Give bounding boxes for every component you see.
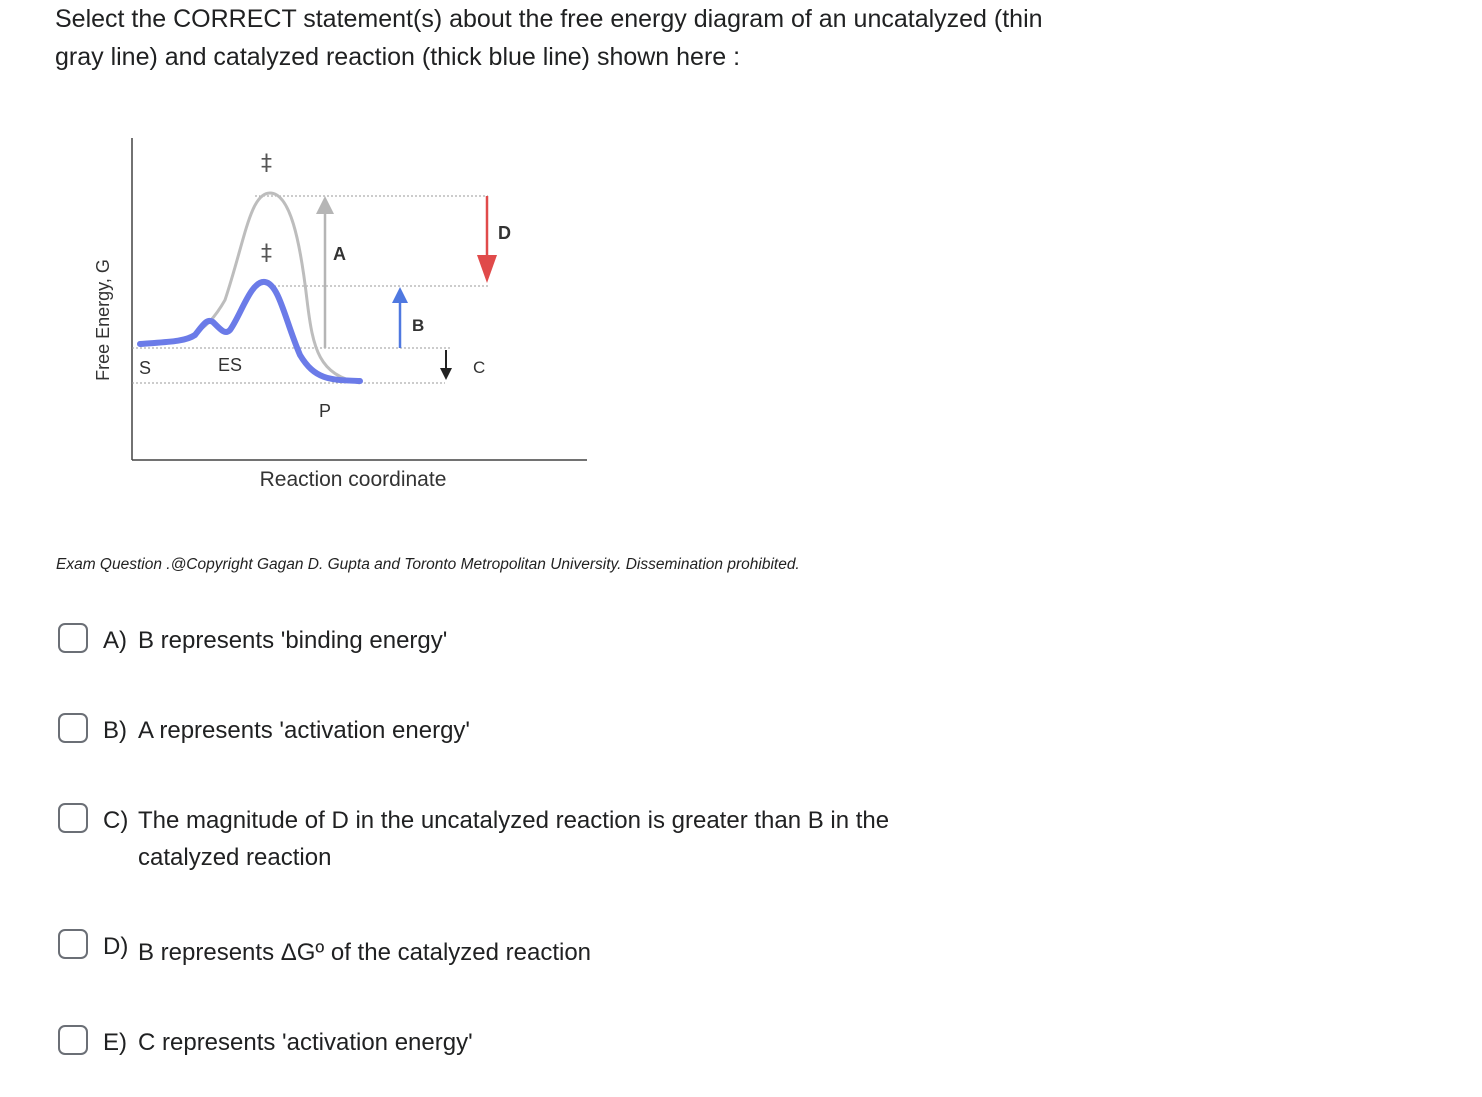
label-s: S	[139, 358, 152, 378]
option-d-text: B represents ΔGº of the catalyzed reaction	[138, 939, 592, 966]
arrow-a-head	[316, 196, 334, 214]
label-p: P	[319, 401, 332, 421]
arrow-b-head	[392, 287, 408, 303]
label-d: D	[498, 223, 511, 243]
label-c: C	[473, 358, 486, 377]
option-d[interactable]	[58, 928, 958, 971]
free-energy-diagram	[85, 130, 605, 500]
option-d-checkbox[interactable]	[58, 929, 88, 959]
option-e-text: C represents 'activation energy'	[138, 1029, 473, 1056]
option-a-checkbox[interactable]	[58, 623, 88, 653]
option-d-letter: D)	[103, 933, 129, 960]
copyright-notice: Exam Question .@Copyright Gagan D. Gupta and Toronto Metropolitan University. Dissemination prohibited.	[56, 556, 800, 573]
option-b-checkbox[interactable]	[58, 713, 88, 743]
option-c-letter: C)	[103, 807, 129, 834]
option-c-text: The magnitude of D in the uncatalyzed reaction is greater than B in the catalyzed reaction	[138, 807, 890, 871]
ts-catalyzed-label: ‡	[261, 241, 272, 266]
ts-uncatalyzed-label: ‡	[261, 151, 272, 176]
option-e[interactable]	[58, 1024, 958, 1061]
option-a[interactable]	[58, 622, 958, 659]
label-b: B	[412, 316, 425, 335]
label-a: A	[333, 244, 346, 264]
question-text: Select the CORRECT statement(s) about the free energy diagram of an uncatalyzed (thin gray line) and catalyzed reaction (thick blue line) shown here :	[55, 5, 1043, 71]
option-b[interactable]	[58, 712, 958, 749]
option-c[interactable]	[58, 802, 958, 876]
option-b-letter: B)	[103, 717, 127, 744]
option-c-checkbox[interactable]	[58, 803, 88, 833]
arrow-d-head	[477, 255, 497, 283]
arrow-c-head	[440, 368, 452, 380]
y-axis-label: Free Energy, G	[93, 259, 113, 381]
option-b-text: A represents 'activation energy'	[138, 717, 471, 744]
label-es: ES	[218, 355, 243, 375]
option-a-letter: A)	[103, 627, 127, 654]
option-e-letter: E)	[103, 1029, 127, 1056]
x-axis-label: Reaction coordinate	[259, 468, 447, 491]
option-a-text: B represents 'binding energy'	[138, 627, 448, 654]
option-e-checkbox[interactable]	[58, 1025, 88, 1055]
